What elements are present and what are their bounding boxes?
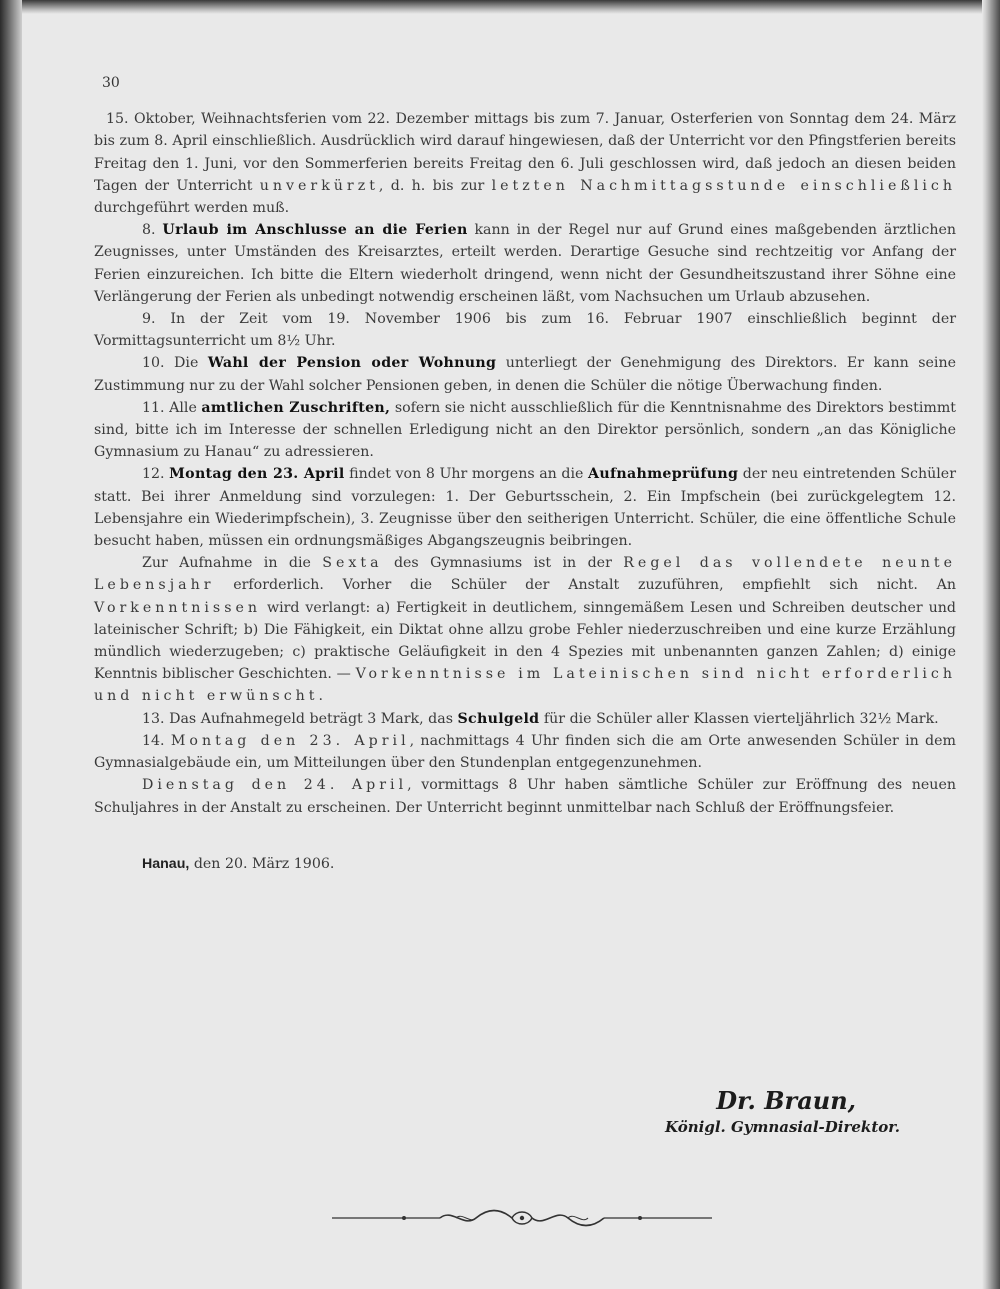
spaced-text: Montag den 23. April [170, 732, 410, 749]
emphasized-text: amtlichen Zuschriften, [201, 399, 391, 416]
paragraph-p-continuation [94, 108, 956, 219]
text-run: findet von 8 Uhr morgens an die [344, 466, 589, 483]
paragraph-p12 [94, 463, 956, 552]
text-run: unterliegt der Genehmigung des Direktors. Er kann seine Zustimmung nur zu der Wahl solcher Pensionen geben, in denen die Schüler die nötige Überwachung finden. [94, 355, 957, 394]
emphasized-text: Schulgeld [457, 710, 540, 727]
page-number: 30 [102, 75, 120, 91]
decorative-ornament-icon [332, 1204, 712, 1232]
spaced-text: Vorkenntnisse im Lateinischen sind nicht erforderlich und nicht erwünscht. [94, 666, 956, 705]
text-run: 11. Alle [142, 399, 202, 416]
text-run: 9. In der Zeit vom 19. November 1906 bis zum 16. Februar 1907 einschließlich beginnt der Vormittagsunterricht um 8½ Uhr. [94, 311, 956, 350]
emphasized-text: Aufnahmeprüfung [588, 466, 739, 483]
paragraph-p14 [94, 730, 956, 774]
page-edge-shadow-right [982, 0, 1000, 1289]
text-run: sofern sie nicht ausschließlich für die Kenntnisnahme des Direktors bestimmt sind, bitte ich im Interesse der schnellen Erledigung nicht an den Direktor persönlich, sondern „an das Königliche Gymnasium zu Hanau“ zu adressieren. [94, 399, 956, 461]
date-text: den 20. März 1906. [189, 855, 335, 872]
text-run: 15. Oktober, Weihnachtsferien vom 22. Dezember mittags bis zum 7. Januar, Osterferien von Sonntag dem 24. März bis zum 8. April einschließlich. Ausdrücklich wird darauf hingewiesen, daß der Unterricht vor den Pfingstferien bereits Freitag den 1. Juni, vor den Sommerferien bereits Freitag den 6. Juli geschlossen wird, daß jedoch an diesen beiden Tagen der Unterricht [94, 111, 956, 194]
body-text [94, 72, 956, 875]
text-run: der neu eintretenden Schüler statt. Bei ihrer Anmeldung sind vorzulegen: 1. Der Geburtsschein, 2. Ein Impfschein (bei zurückgelegtem 12. Lebensjahre ein Wiederimpfschein), 3. Zeugnisse über den seitherigen Unterricht. Schüler, die eine öffentliche Schule besucht haben, müssen ein ordnungsmäßiges Abgangszeugnis beibringen. [94, 466, 956, 550]
paragraph-p8 [94, 219, 956, 308]
place-name: Hanau, [142, 855, 190, 872]
emphasized-text: Montag den 23. April [169, 466, 345, 483]
paragraph-p12b [94, 552, 956, 707]
text-run: des Gymnasiums ist in der [382, 555, 624, 572]
text-run: , d. h. bis zur [378, 177, 492, 194]
text-run: 12. [142, 466, 170, 483]
text-run: erforderlich. Vorher die Schüler der Anstalt zuzuführen, empfiehlt sich nicht. An [214, 577, 956, 594]
text-run: 8. [142, 222, 163, 239]
page-edge-shadow-top [0, 0, 1000, 14]
emphasized-text: Wahl der Pension oder Wohnung [207, 355, 497, 372]
text-run: für die Schüler aller Klassen vierteljährlich 32½ Mark. [539, 710, 939, 727]
paragraph-p9 [94, 308, 956, 352]
text-run: wird verlangt: a) Fertigkeit in deutlichem, sinngemäßem Lesen und Schreiben deutscher und lateinischer Schrift; b) Die Fähigkeit, ein Diktat ohne allzu grobe Fehler niederzuschreiben und eine kurze Erzählung mündlich wiederzugeben; c) praktische Geläufigkeit in den 4 Spezies mit unbenannten ganzen Zahlen; d) einige Kenntnis biblischer Geschichten. — [94, 599, 956, 683]
place-date-line [142, 853, 956, 875]
paragraph-p10 [94, 352, 956, 396]
spaced-text: Sexta [322, 555, 383, 572]
spaced-text: letzten Nachmittagsstunde einschließlich [491, 177, 956, 194]
spaced-text: Regel das vollendete neunte Lebensjahr [94, 555, 957, 594]
paragraph-list [94, 108, 956, 819]
signature-name: Dr. Braun, [716, 1086, 856, 1115]
signature-block [560, 1086, 920, 1138]
spaced-text: Dienstag den 24. April [142, 777, 408, 794]
paragraph-p11 [94, 397, 956, 464]
text-run: 10. Die [142, 355, 208, 372]
paragraph-p13 [94, 708, 956, 730]
text-run: , nachmittags 4 Uhr finden sich die am Orte anwesenden Schüler in dem Gymnasialgebäude ein, um Mitteilungen über den Stundenplan entgegenzunehmen. [94, 732, 956, 772]
text-run: kann in der Regel nur auf Grund eines maßgebenden ärztlichen Zeugnisses, unter Umständen des Kreisarztes, erteilt werden. Derartige Gesuche sind rechtzeitig vor Anfang der Ferien einzureichen. Ich bitte die Eltern wiederholt dringend, wenn nicht der Gesundheitszustand ihrer Söhne eine Verlängerung der Ferien als unbedingt notwendig erscheinen läßt, vom Nachsuchen um Urlaub abzusehen. [94, 222, 957, 305]
paragraph-p14b [94, 774, 956, 818]
page-edge-shadow-left [0, 0, 22, 1289]
signature-title: Königl. Gymnasial-Direktor. [665, 1118, 900, 1136]
text-run: , vormittags 8 Uhr haben sämtliche Schüler zur Eröffnung des neuen Schuljahres in der Anstalt zu erscheinen. Der Unterricht beginnt unmittelbar nach Schluß der Eröffnungsfeier. [94, 777, 956, 816]
spaced-text: unverkürzt [259, 177, 379, 194]
text-run: Zur Aufnahme in die [142, 555, 323, 572]
text-run: durchgeführt werden muß. [94, 200, 290, 217]
text-run: 14. [142, 732, 171, 749]
emphasized-text: Urlaub im Anschlusse an die Ferien [162, 222, 468, 239]
spaced-text: Vorkenntnissen [94, 599, 262, 616]
text-run: 13. Das Aufnahmegeld beträgt 3 Mark, das [142, 710, 458, 727]
